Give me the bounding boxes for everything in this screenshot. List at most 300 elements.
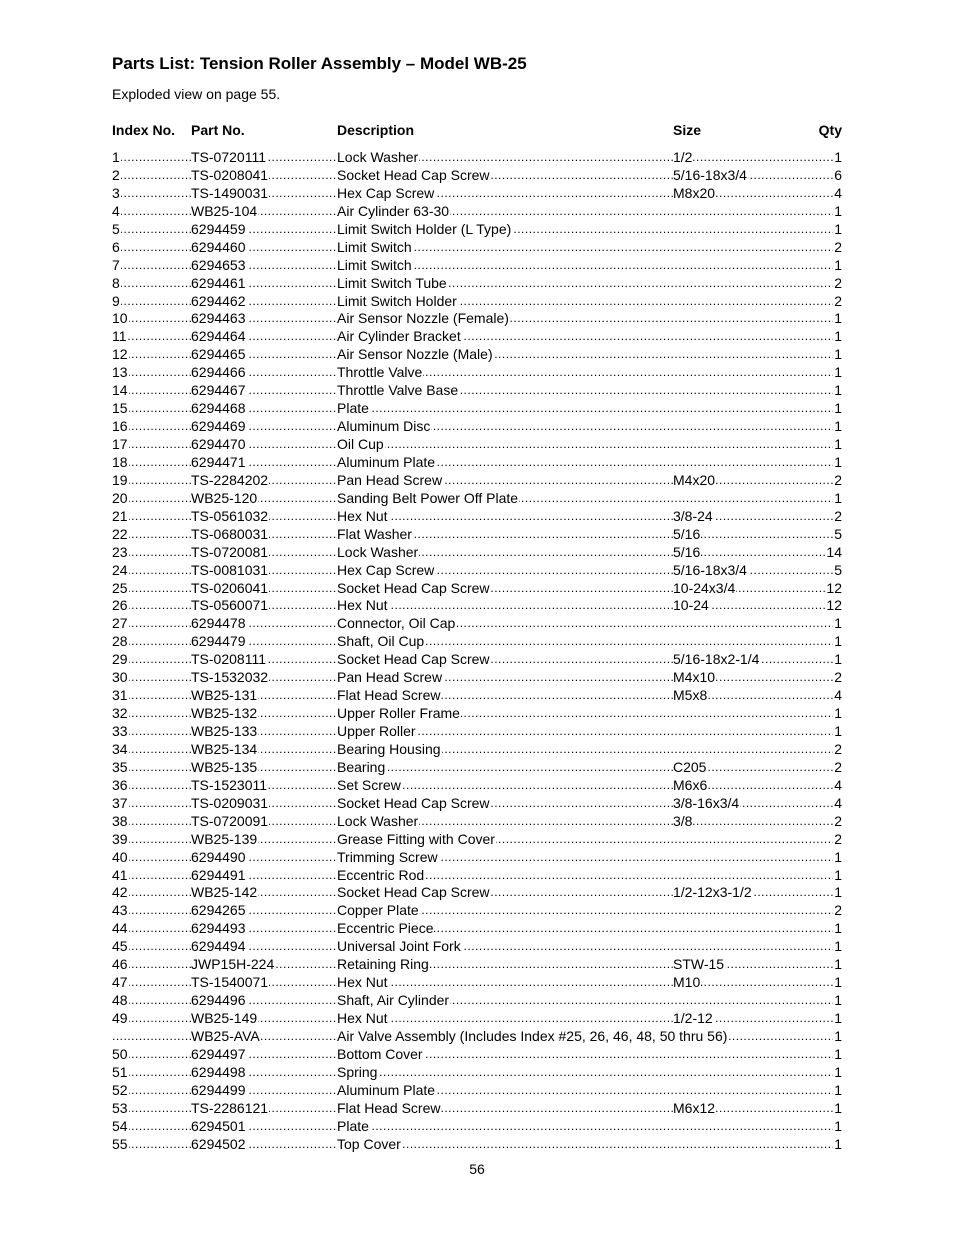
table-row: [112, 436, 842, 454]
qty-cell: 4: [834, 794, 842, 811]
description-cell: Hex Nut: [337, 507, 388, 524]
index-cell: 35: [112, 758, 128, 775]
table-row: [112, 508, 842, 526]
index-cell: 41: [112, 866, 128, 883]
dot-leader: [337, 1064, 842, 1082]
description-cell: Flat Head Screw: [337, 687, 441, 704]
qty-cell: 2: [834, 292, 842, 309]
index-cell: 48: [112, 992, 128, 1009]
index-cell: 24: [112, 561, 128, 578]
table-row: [112, 1064, 842, 1082]
table-row: [112, 490, 842, 508]
qty-cell: 2: [834, 812, 842, 829]
description-cell: Plate: [337, 400, 369, 417]
table-row: [112, 257, 842, 275]
table-row: [112, 741, 842, 759]
description-cell: Socket Head Cap Screw: [337, 166, 490, 183]
part-number-cell: 6294479: [191, 633, 246, 650]
table-row: [112, 687, 842, 705]
qty-cell: 1: [834, 866, 842, 883]
description-cell: Air Sensor Nozzle (Female): [337, 310, 509, 327]
index-cell: 11: [112, 328, 127, 345]
description-cell: Copper Plate: [337, 902, 419, 919]
table-header: [112, 122, 842, 140]
dot-leader: [337, 1136, 842, 1154]
qty-cell: 1: [834, 400, 842, 417]
qty-cell: 1: [834, 310, 842, 327]
table-row: [112, 884, 842, 902]
index-cell: 15: [112, 400, 128, 417]
qty-cell: 1: [834, 256, 842, 273]
table-row: [112, 275, 842, 293]
qty-cell: 1: [834, 615, 842, 632]
table-row: [112, 1046, 842, 1064]
qty-cell: 2: [834, 902, 842, 919]
qty-cell: 1: [834, 956, 842, 973]
table-row: [112, 346, 842, 364]
part-number-cell: JWP15H-224: [191, 956, 275, 973]
index-cell: 49: [112, 1010, 128, 1026]
part-number-cell: 6294494: [191, 938, 246, 955]
index-cell: 55: [112, 1135, 128, 1152]
part-number-cell: WB25-104: [191, 202, 258, 219]
qty-cell: 12: [826, 597, 842, 614]
table-row: [112, 382, 842, 400]
size-cell: M4x20: [673, 471, 716, 488]
table-row: [112, 580, 842, 598]
description-cell: Hex Nut: [337, 1010, 388, 1026]
table-row: [112, 938, 842, 956]
qty-cell: 1: [834, 1135, 842, 1152]
part-number-cell: TS-0720081: [191, 543, 269, 560]
qty-cell: 1: [834, 1081, 842, 1098]
page-title: Parts List: Tension Roller Assembly – Model WB-25: [112, 54, 527, 73]
part-number-cell: WB25-132: [191, 705, 258, 722]
description-cell: Air Sensor Nozzle (Male): [337, 346, 493, 363]
qty-cell: 2: [834, 758, 842, 775]
description-cell: Pan Head Screw: [337, 471, 443, 488]
part-number-cell: TS-0720111: [191, 149, 266, 165]
part-number-cell: TS-1490031: [191, 184, 269, 201]
table-row: [112, 651, 842, 669]
table-row: [112, 902, 842, 920]
description-cell: Pan Head Screw: [337, 669, 443, 686]
table-row: [112, 328, 842, 346]
dot-leader: [337, 1118, 842, 1136]
qty-cell: 14: [826, 543, 842, 560]
index-cell: 42: [112, 884, 128, 901]
qty-cell: 1: [834, 382, 842, 399]
part-number-cell: 6294265: [191, 902, 246, 919]
description-cell: Flat Washer: [337, 525, 412, 542]
index-cell: 12: [112, 346, 128, 363]
size-cell: 3/8: [673, 812, 693, 829]
table-row: [112, 221, 842, 239]
description-cell: Plate: [337, 1117, 369, 1134]
description-cell: Lock Washer: [337, 149, 419, 165]
table-row: [112, 562, 842, 580]
description-cell: Upper Roller: [337, 723, 416, 739]
dot-leader: [673, 149, 842, 167]
description-cell: Universal Joint Fork: [337, 938, 461, 955]
index-cell: 50: [112, 1045, 128, 1062]
description-cell: Limit Switch: [337, 238, 412, 255]
description-cell: Air Cylinder 63-30: [337, 202, 450, 219]
part-number-cell: 6294469: [191, 418, 246, 435]
part-number-cell: 6294499: [191, 1081, 246, 1098]
qty-cell: 1: [834, 489, 842, 506]
table-row: [112, 705, 842, 723]
part-number-cell: TS-0680031: [191, 525, 269, 542]
size-cell: C205: [673, 758, 707, 775]
table-row: [112, 777, 842, 795]
index-cell: 25: [112, 579, 128, 596]
table-row: [112, 1028, 842, 1046]
table-row: [112, 400, 842, 418]
qty-cell: 1: [834, 1010, 842, 1026]
index-cell: 17: [112, 436, 128, 452]
size-cell: 5/16-18x2-1/4: [673, 651, 760, 668]
part-number-cell: 6294491: [191, 866, 246, 883]
description-cell: Retaining Ring: [337, 956, 429, 973]
index-cell: 39: [112, 830, 128, 847]
qty-cell: 1: [834, 974, 842, 991]
qty-cell: 1: [834, 884, 842, 901]
size-cell: M8x20: [673, 184, 716, 201]
part-number-cell: TS-1523011: [191, 776, 268, 793]
description-cell: Socket Head Cap Screw: [337, 579, 490, 596]
index-cell: 4: [112, 202, 120, 219]
qty-cell: 1: [834, 1045, 842, 1062]
part-number-cell: 6294468: [191, 400, 246, 417]
part-number-cell: 6294462: [191, 292, 246, 309]
qty-cell: 1: [834, 920, 842, 937]
index-cell: 28: [112, 633, 128, 650]
description-cell: Shaft, Oil Cup: [337, 633, 425, 650]
part-number-cell: 6294497: [191, 1045, 246, 1062]
description-cell: Limit Switch Holder (L Type): [337, 220, 512, 237]
table-row: [112, 597, 842, 615]
qty-cell: 2: [834, 507, 842, 524]
description-cell: Set Screw: [337, 776, 401, 793]
qty-cell: 1: [834, 202, 842, 219]
description-cell: Hex Cap Screw: [337, 561, 435, 578]
description-cell: Flat Head Screw: [337, 1099, 441, 1116]
dot-leader: [112, 203, 191, 221]
size-cell: STW-15: [673, 956, 725, 973]
table-row: [112, 723, 842, 741]
qty-cell: 2: [834, 830, 842, 847]
index-cell: 16: [112, 418, 128, 435]
description-cell: Socket Head Cap Screw: [337, 651, 490, 668]
index-cell: 18: [112, 453, 128, 470]
description-cell: Eccentric Rod: [337, 866, 425, 883]
description-cell: Lock Washer: [337, 543, 419, 560]
qty-cell: 1: [834, 938, 842, 955]
index-cell: 44: [112, 920, 128, 937]
index-cell: 46: [112, 956, 128, 973]
size-cell: M5x8: [673, 687, 708, 704]
description-cell: Spring: [337, 1063, 378, 1080]
size-cell: 5/16-18x3/4: [673, 561, 747, 578]
table-row: [112, 1136, 842, 1154]
dot-leader: [112, 275, 191, 293]
qty-cell: 1: [834, 1027, 842, 1044]
description-cell: Lock Washer: [337, 812, 419, 829]
dot-leader: [337, 436, 842, 454]
qty-cell: 6: [834, 166, 842, 183]
qty-cell: 4: [834, 776, 842, 793]
qty-cell: 1: [834, 346, 842, 363]
table-row: [112, 364, 842, 382]
part-number-cell: WB25-134: [191, 740, 258, 757]
index-cell: 40: [112, 848, 128, 865]
size-cell: 5/16: [673, 543, 701, 560]
table-row: [112, 203, 842, 221]
qty-cell: 2: [834, 669, 842, 686]
qty-cell: 1: [834, 1099, 842, 1116]
index-cell: 45: [112, 938, 128, 955]
table-row: [112, 1010, 842, 1028]
size-cell: 3/8-24: [673, 507, 713, 524]
part-number-cell: TS-0560071: [191, 597, 269, 614]
table-row: [112, 454, 842, 472]
size-cell: 10-24: [673, 597, 709, 614]
index-cell: 3: [112, 184, 120, 201]
size-cell: 3/8-16x3/4: [673, 794, 740, 811]
index-cell: 29: [112, 651, 128, 668]
part-number-cell: WB25-133: [191, 723, 258, 739]
description-cell: Socket Head Cap Screw: [337, 794, 490, 811]
table-row: [112, 920, 842, 938]
index-cell: 47: [112, 974, 128, 991]
part-number-cell: 6294461: [191, 274, 246, 291]
qty-cell: 2: [834, 274, 842, 291]
part-number-cell: 6294496: [191, 992, 246, 1009]
description-cell: Grease Fitting with Cover: [337, 830, 495, 847]
header-part-number: Part No.: [191, 122, 245, 138]
index-cell: 31: [112, 687, 128, 704]
table-row: [112, 615, 842, 633]
part-number-cell: 6294465: [191, 346, 246, 363]
size-cell: 5/16-18x3/4: [673, 166, 747, 183]
dot-leader: [673, 813, 842, 831]
table-row: [112, 418, 842, 436]
table-row: [112, 1082, 842, 1100]
description-cell: Trimming Screw: [337, 848, 438, 865]
part-number-cell: TS-0206041: [191, 579, 269, 596]
description-cell: Limit Switch: [337, 256, 412, 273]
qty-cell: 1: [834, 149, 842, 165]
qty-cell: 1: [834, 651, 842, 668]
qty-cell: 1: [834, 328, 842, 345]
qty-cell: 1: [834, 848, 842, 865]
description-cell: Oil Cup: [337, 436, 384, 452]
dot-leader: [112, 167, 191, 185]
dot-leader: [337, 400, 842, 418]
size-cell: 1/2: [673, 149, 693, 165]
part-number-cell: TS-0561032: [191, 507, 269, 524]
index-cell: 20: [112, 489, 128, 506]
header-index: Index No.: [112, 122, 176, 138]
table-row: [112, 544, 842, 562]
part-number-cell: WB25-149: [191, 1010, 258, 1026]
table-row: [112, 1118, 842, 1136]
table-row: [112, 239, 842, 257]
qty-cell: 2: [834, 740, 842, 757]
qty-cell: 1: [834, 220, 842, 237]
qty-cell: 1: [834, 1117, 842, 1134]
index-cell: 30: [112, 669, 128, 686]
part-number-cell: 6294470: [191, 436, 246, 452]
description-cell: Bottom Cover: [337, 1045, 423, 1062]
dot-leader: [112, 221, 191, 239]
header-size: Size: [673, 122, 702, 138]
page-subtitle: Exploded view on page 55.: [112, 86, 281, 102]
part-number-cell: 6294478: [191, 615, 246, 632]
dot-leader: [112, 1028, 191, 1046]
description-cell: Socket Head Cap Screw: [337, 884, 490, 901]
parts-table: [112, 149, 842, 1154]
table-row: [112, 974, 842, 992]
qty-cell: 2: [834, 238, 842, 255]
table-row: [112, 759, 842, 777]
dot-leader: [112, 293, 191, 311]
dot-leader: [112, 185, 191, 203]
qty-cell: 1: [834, 723, 842, 739]
dot-leader: [112, 239, 191, 257]
index-cell: 19: [112, 471, 128, 488]
dot-leader: [112, 149, 191, 167]
index-cell: 33: [112, 723, 128, 739]
description-cell: Hex Cap Screw: [337, 184, 435, 201]
index-cell: 9: [112, 292, 120, 309]
dot-leader: [112, 257, 191, 275]
index-cell: 32: [112, 705, 128, 722]
table-row: [112, 956, 842, 974]
header-qty: Qty: [818, 122, 842, 138]
qty-cell: 1: [834, 418, 842, 435]
page-number: 56: [469, 1161, 485, 1177]
table-row: [112, 867, 842, 885]
table-row: [112, 310, 842, 328]
part-number-cell: TS-0208041: [191, 166, 269, 183]
description-cell: Upper Roller Frame: [337, 705, 460, 722]
qty-cell: 4: [834, 687, 842, 704]
index-cell: 27: [112, 615, 128, 632]
table-row: [112, 849, 842, 867]
qty-cell: 12: [826, 579, 842, 596]
description-cell: Connector, Oil Cap: [337, 615, 456, 632]
index-cell: 10: [112, 310, 128, 327]
index-cell: 2: [112, 166, 120, 183]
table-row: [112, 293, 842, 311]
qty-cell: 5: [834, 525, 842, 542]
qty-cell: 1: [834, 992, 842, 1009]
description-cell: Top Cover: [337, 1135, 401, 1152]
size-cell: M6x6: [673, 776, 708, 793]
dot-leader: [337, 239, 842, 257]
part-number-cell: WB25-139: [191, 830, 258, 847]
part-number-cell: 6294498: [191, 1063, 246, 1080]
qty-cell: 4: [834, 184, 842, 201]
size-cell: M6x12: [673, 1099, 716, 1116]
index-cell: 6: [112, 238, 120, 255]
size-cell: 10-24x3/4: [673, 579, 736, 596]
table-row: [112, 633, 842, 651]
part-number-cell: WB25-AVA: [191, 1027, 260, 1044]
index-cell: 14: [112, 382, 128, 399]
index-cell: 23: [112, 543, 128, 560]
size-cell: M10: [673, 974, 701, 991]
description-cell: Hex Nut: [337, 974, 388, 991]
index-cell: 43: [112, 902, 128, 919]
table-row: [112, 167, 842, 185]
size-cell: 5/16: [673, 525, 701, 542]
part-number-cell: WB25-135: [191, 758, 258, 775]
table-row: [112, 472, 842, 490]
part-number-cell: TS-2284202: [191, 471, 269, 488]
index-cell: 26: [112, 597, 128, 614]
index-cell: 13: [112, 364, 128, 381]
part-number-cell: 6294460: [191, 238, 246, 255]
part-number-cell: 6294502: [191, 1135, 246, 1152]
description-cell: Limit Switch Holder: [337, 292, 457, 309]
index-cell: 21: [112, 507, 128, 524]
part-number-cell: 6294471: [191, 453, 246, 470]
part-number-cell: TS-0209031: [191, 794, 269, 811]
dot-leader: [337, 759, 673, 777]
index-cell: 7: [112, 256, 120, 273]
description-cell: Shaft, Air Cylinder: [337, 992, 450, 1009]
description-cell: Bearing: [337, 758, 386, 775]
index-cell: 37: [112, 794, 128, 811]
table-row: [112, 831, 842, 849]
description-cell: Throttle Valve: [337, 364, 423, 381]
part-number-cell: WB25-131: [191, 687, 258, 704]
part-number-cell: TS-1540071: [191, 974, 269, 991]
dot-leader: [337, 257, 842, 275]
description-cell: Eccentric Piece: [337, 920, 434, 937]
part-number-cell: WB25-142: [191, 884, 258, 901]
index-cell: 52: [112, 1081, 128, 1098]
qty-cell: 2: [834, 471, 842, 488]
index-cell: 54: [112, 1117, 128, 1134]
index-cell: 38: [112, 812, 128, 829]
part-number-cell: WB25-120: [191, 489, 258, 506]
header-description: Description: [337, 122, 415, 138]
description-cell: Aluminum Disc: [337, 418, 431, 435]
part-number-cell: TS-0081031: [191, 561, 269, 578]
index-cell: 8: [112, 274, 120, 291]
part-number-cell: 6294653: [191, 256, 246, 273]
part-number-cell: 6294466: [191, 364, 246, 381]
part-number-cell: TS-0208111: [191, 651, 266, 668]
size-cell: M4x10: [673, 669, 716, 686]
qty-cell: 1: [834, 633, 842, 650]
description-cell: Sanding Belt Power Off Plate: [337, 489, 519, 506]
qty-cell: 1: [834, 453, 842, 470]
index-cell: 51: [112, 1063, 128, 1080]
description-cell: Air Cylinder Bracket: [337, 328, 461, 345]
size-cell: 1/2-12x3-1/2: [673, 884, 752, 901]
table-row: [112, 992, 842, 1010]
index-cell: 53: [112, 1099, 128, 1116]
qty-cell: 1: [834, 364, 842, 381]
qty-cell: 1: [834, 436, 842, 452]
index-cell: 22: [112, 525, 128, 542]
table-row: [112, 149, 842, 167]
